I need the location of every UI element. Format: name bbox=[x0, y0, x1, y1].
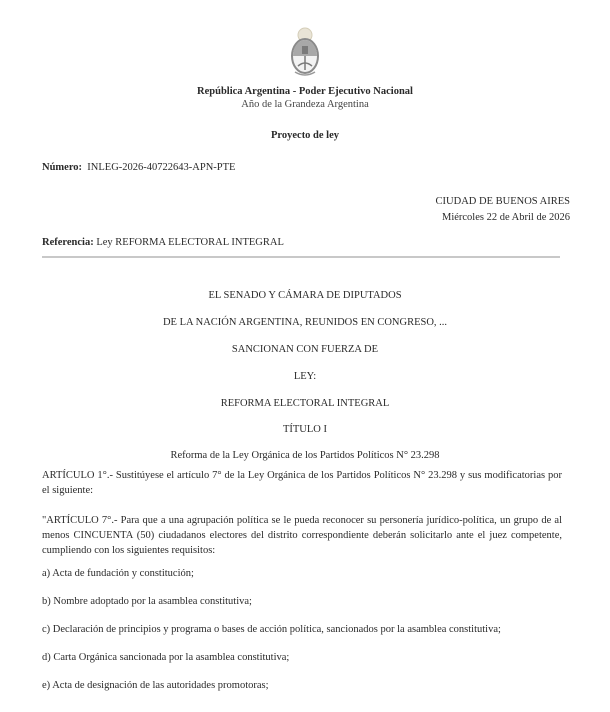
city: CIUDAD DE BUENOS AIRES bbox=[435, 196, 570, 207]
requirement-item: e) Acta de designación de las autoridades promotoras; bbox=[42, 680, 269, 691]
header-subtitle: Año de la Grandeza Argentina bbox=[241, 99, 369, 110]
numero-field bbox=[42, 162, 235, 173]
preamble-line: EL SENADO Y CÁMARA DE DIPUTADOS bbox=[208, 290, 402, 301]
date: Miércoles 22 de Abril de 2026 bbox=[441, 212, 570, 223]
articulo-7: "ARTÍCULO 7°.- Para que a una agrupación política se le pueda reconocer su personería jurídico-política, un grupo de al menos CINCUENTA (50) ciudadanos electores del distrito correspondiente deberán solicitarlo ante el juez competente, cumpliendo con los siguientes requisitos: bbox=[42, 515, 562, 556]
articulo-1: ARTÍCULO 1°.- Sustitúyese el artículo 7° de la Ley Orgánica de los Partidos Políticos N° 23.298 y sus modificatorias por el siguiente: bbox=[42, 470, 562, 496]
coat-of-arms-icon bbox=[287, 26, 323, 78]
preamble-line: DE LA NACIÓN ARGENTINA, REUNIDOS EN CONGRESO, ... bbox=[162, 317, 448, 328]
referencia-field bbox=[42, 237, 284, 248]
numero-value: INLEG-2026-40722643-APN-PTE bbox=[87, 162, 236, 173]
requirement-item: d) Carta Orgánica sancionada por la asamblea constitutiva; bbox=[42, 652, 290, 663]
referencia-value: Ley REFORMA ELECTORAL INTEGRAL bbox=[96, 237, 284, 248]
titulo-heading: TÍTULO I bbox=[282, 424, 328, 435]
preamble-line: SANCIONAN CON FUERZA DE bbox=[231, 344, 379, 355]
document-type: Proyecto de ley bbox=[270, 130, 340, 141]
requirement-item: b) Nombre adoptado por la asamblea constitutiva; bbox=[42, 596, 252, 607]
separator bbox=[42, 256, 560, 258]
requirement-item: c) Declaración de principios y programa o bases de acción política, sancionados por la asamblea constitutiva; bbox=[42, 624, 501, 635]
requirement-item: a) Acta de fundación y constitución; bbox=[42, 568, 194, 579]
header-title: República Argentina - Poder Ejecutivo Nacional bbox=[197, 86, 413, 97]
titulo-subheading: Reforma de la Ley Orgánica de los Partidos Políticos N° 23.298 bbox=[170, 450, 440, 461]
referencia-label: Referencia: bbox=[42, 237, 94, 248]
preamble-line: LEY: bbox=[293, 371, 317, 382]
place-date bbox=[436, 194, 570, 226]
law-title: REFORMA ELECTORAL INTEGRAL bbox=[220, 398, 390, 409]
numero-label: Número: bbox=[42, 162, 83, 173]
